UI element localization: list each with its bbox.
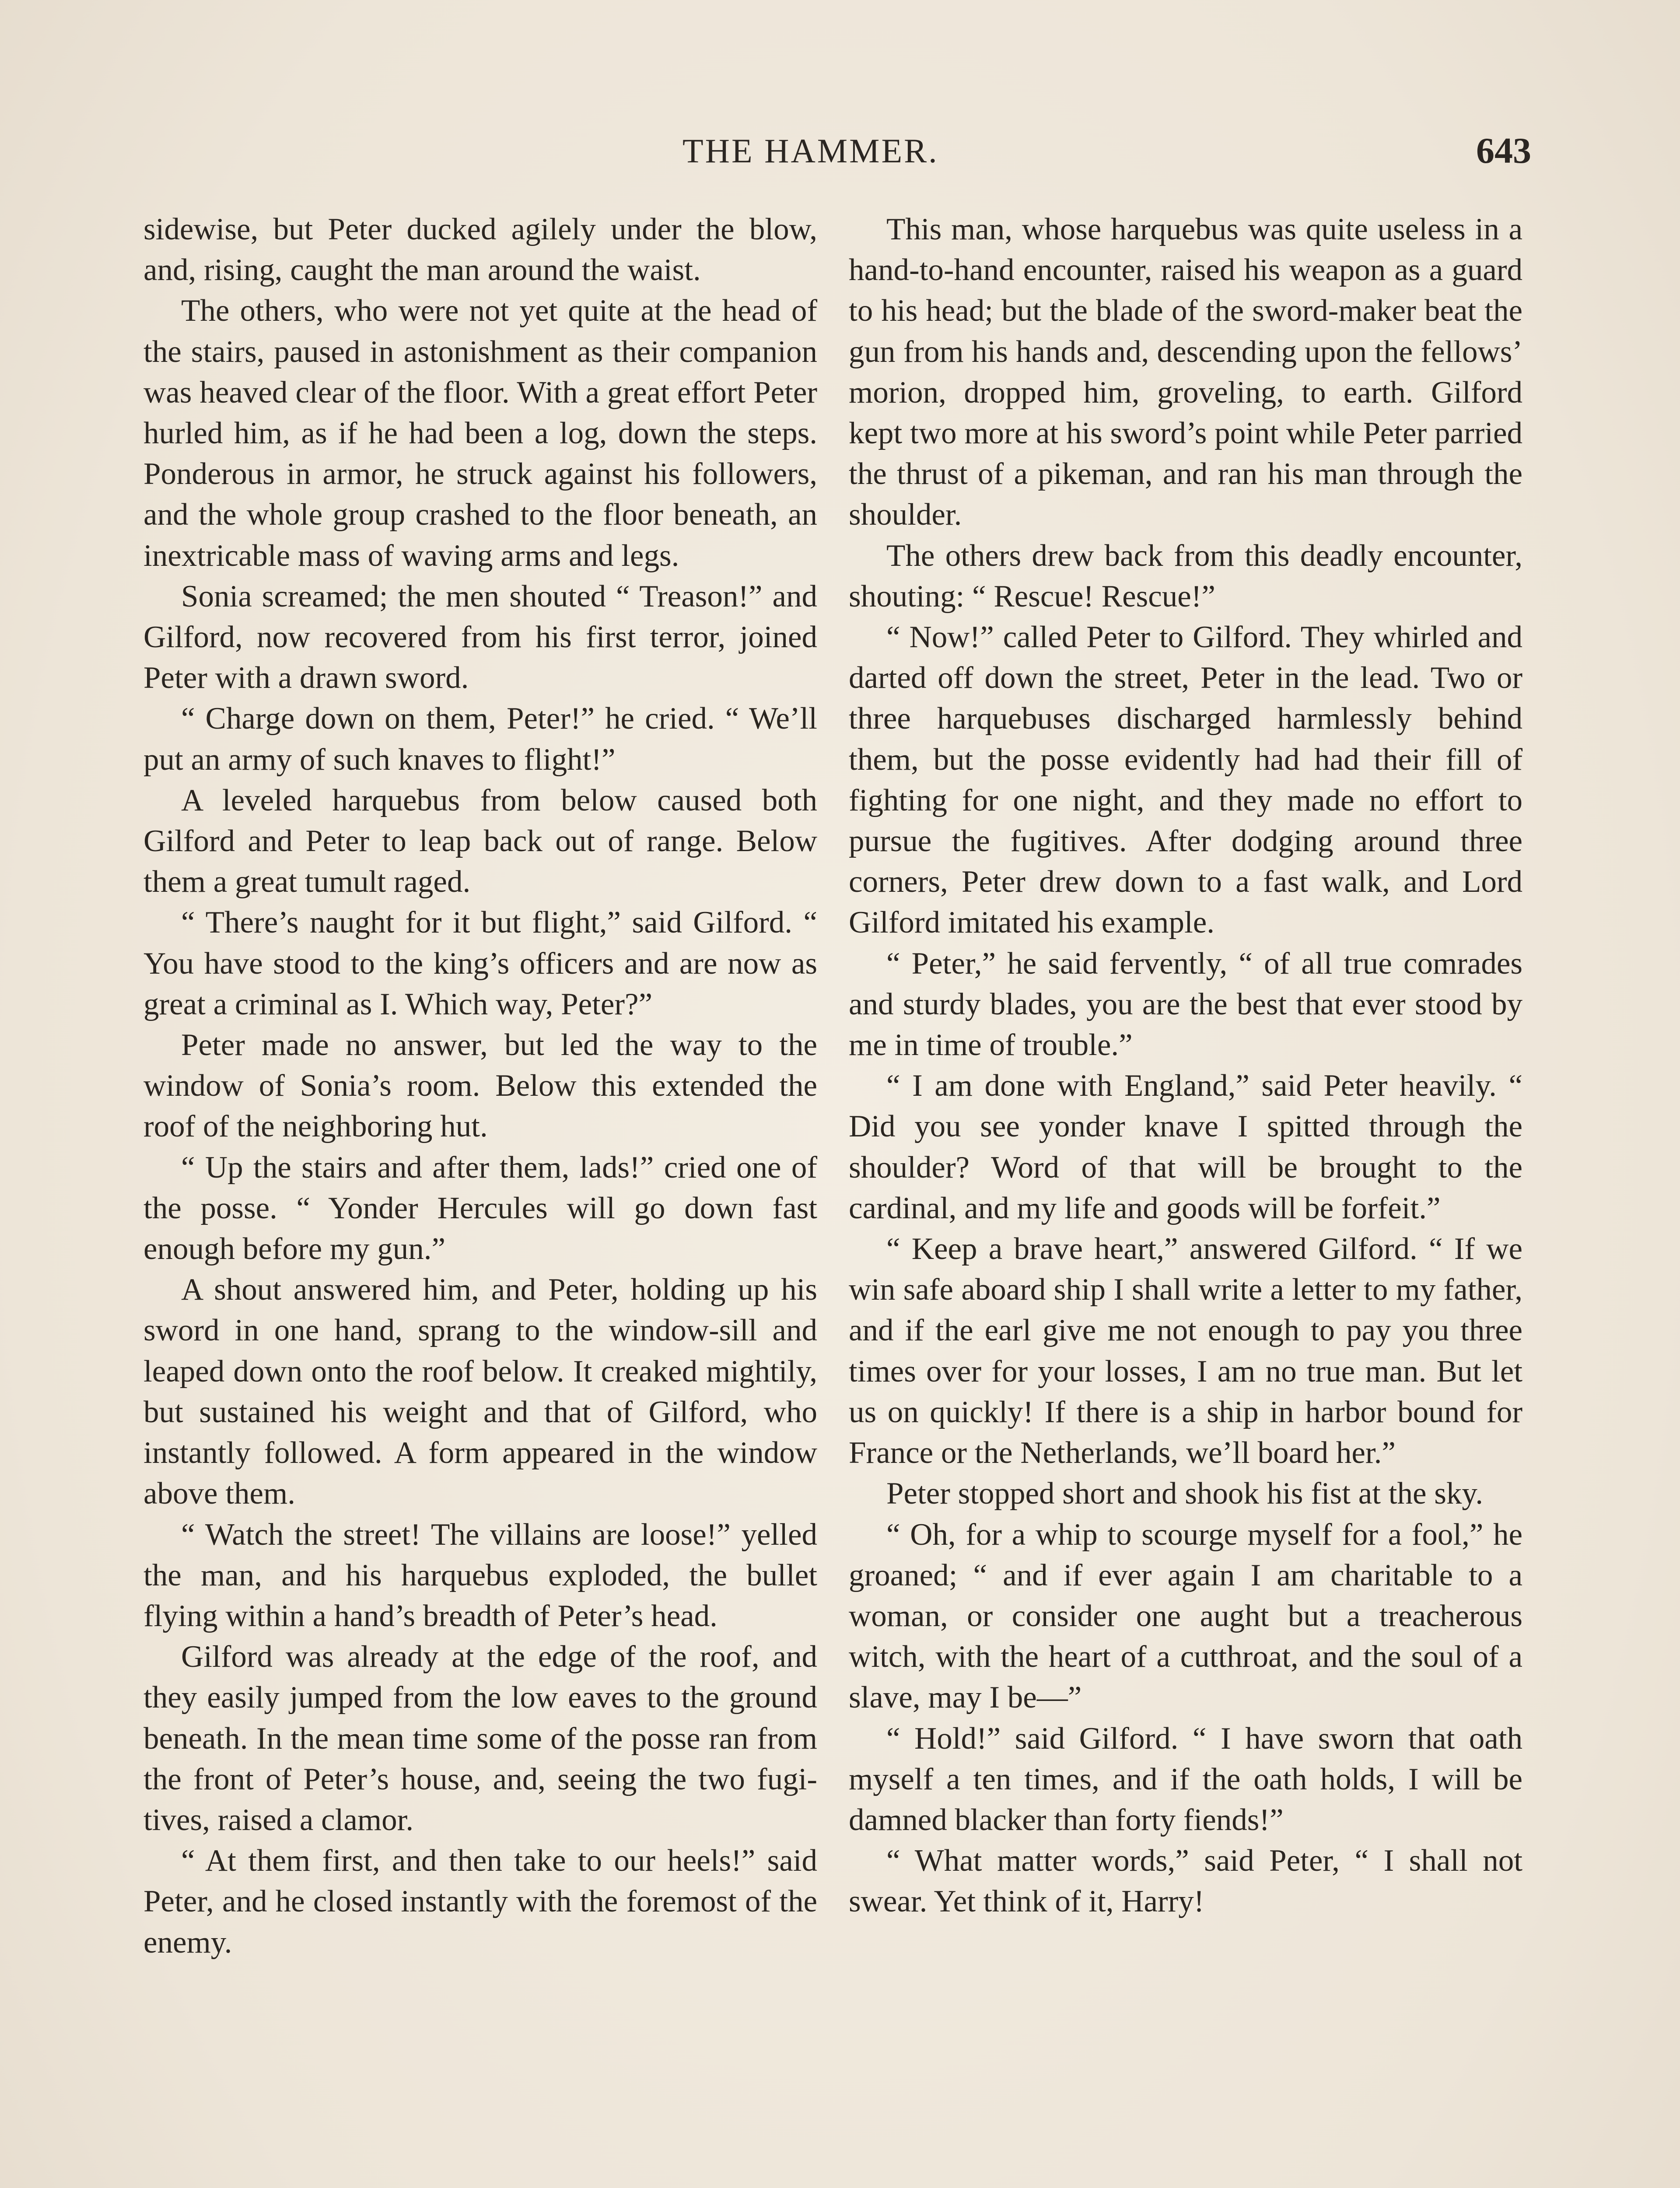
paragraph: “ Up the stairs and after them, lads!” cried one of the posse. “ Yonder Hercules will go down fast enough before my gun.” bbox=[144, 1150, 817, 1266]
paragraph: Peter made no answer, but led the way to the window of Sonia’s room. Below this extended the roof of the neighboring hut. bbox=[144, 1028, 817, 1144]
right-column bbox=[849, 209, 1522, 1922]
paragraph: “ There’s naught for it but flight,” said Gilford. “ You have stood to the king’s officers and are now as great a criminal as I. Which way, Peter?” bbox=[144, 905, 817, 1021]
paragraph: “ Peter,” he said fervently, “ of all true comrades and sturdy blades, you are the best that ever stood by me in time of trouble.” bbox=[849, 946, 1522, 1062]
running-title: THE HAMMER. bbox=[682, 132, 939, 170]
paragraph: “ What matter words,” said Peter, “ I shall not swear. Yet think of it, Harry! bbox=[849, 1844, 1522, 1919]
paragraph: The others, who were not yet quite at the head of the stairs, paused in astonishment as their companion was heaved clear of the floor. With a great effort Peter hurled him, as if he had been a log, down the steps. Ponderous in armor, he struck against his followers, and the whole group crashed to the floor beneath, an inextricable mass of waving arms and legs. bbox=[144, 294, 817, 573]
paragraph: A leveled harquebus from below caused both Gilford and Peter to leap back out of range. Below them a great tumult raged. bbox=[144, 783, 817, 899]
paragraph: “ Oh, for a whip to scourge myself for a fool,” he groaned; “ and if ever again I am charitable to a woman, or consider one aught but a treacherous witch, with the heart of a cutthroat, and the soul of a slave, may I be—” bbox=[849, 1517, 1522, 1715]
paragraph: “ I am done with England,” said Peter heavily. “ Did you see yonder knave I spitted through the shoulder? Word of that will be brought to the cardinal, and my life and goods will be forfeit.” bbox=[849, 1069, 1522, 1225]
paragraph: The others drew back from this deadly encounter, shouting: “ Rescue! Rescue!” bbox=[849, 538, 1522, 614]
paragraph: “ Now!” called Peter to Gilford. They whirled and darted off down the street, Peter in the lead. Two or three harquebuses discharged harmlessly behind them, but the posse evidently had had their fill of fighting for one night, and they made no effort to pursue the fugitives. After dodging around three corners, Peter drew down to a fast walk, and Lord Gilford imitated his example. bbox=[849, 620, 1522, 940]
paragraph: Peter stopped short and shook his fist at the sky. bbox=[886, 1476, 1483, 1511]
paragraph: “ Keep a brave heart,” answered Gilford. “ If we win safe aboard ship I shall write a letter to my father, and if the earl give me not enough to pay you three times over for your losses, I am no true man. But let us on quickly! If there is a ship in harbor bound for France or the Netherlands, we’ll board her.” bbox=[849, 1232, 1522, 1470]
running-head bbox=[0, 131, 1680, 179]
page-number: 643 bbox=[1476, 130, 1531, 171]
paragraph: A shout answered him, and Peter, holding up his sword in one hand, sprang to the window-sill and leaped down onto the roof below. It creaked mightily, but sustained his weight and that of Gilford, who instantly followed. A form appeared in the window above them. bbox=[144, 1273, 817, 1511]
paragraph: Sonia screamed; the men shouted “ Treason!” and Gilford, now recovered from his first terror, joined Peter with a drawn sword. bbox=[144, 579, 817, 695]
paragraph: Gilford was already at the edge of the roof, and they easily jumped from the low eaves to the ground beneath. In the mean time some of the posse ran from the front of Peter’s house, and, seeing the two fugitives, raised a clamor. bbox=[144, 1640, 817, 1837]
paragraph: “ Charge down on them, Peter!” he cried. “ We’ll put an army of such knaves to flight!” bbox=[144, 701, 817, 777]
paragraph: sidewise, but Peter ducked agilely under the blow, and, rising, caught the man around the waist. bbox=[144, 212, 817, 288]
paragraph: “ Watch the street! The villains are loose!” yelled the man, and his harquebus exploded, the bullet flying within a hand’s breadth of Peter’s head. bbox=[144, 1517, 817, 1633]
paragraph: “ Hold!” said Gilford. “ I have sworn that oath myself a ten times, and if the oath holds, I will be damned blacker than forty fiends!” bbox=[849, 1721, 1522, 1837]
paragraph: “ At them first, and then take to our heels!” said Peter, and he closed instantly with the foremost of the enemy. bbox=[144, 1844, 817, 1960]
paragraph: This man, whose harquebus was quite useless in a hand-to-hand encounter, raised his weapon as a guard to his head; but the blade of the sword-maker beat the gun from his hands and, descending upon the fellows’ morion, dropped him, groveling, to earth. Gilford kept two more at his sword’s point while Peter parried the thrust of a pikeman, and ran his man through the shoulder. bbox=[849, 212, 1522, 532]
left-column bbox=[144, 209, 817, 1963]
